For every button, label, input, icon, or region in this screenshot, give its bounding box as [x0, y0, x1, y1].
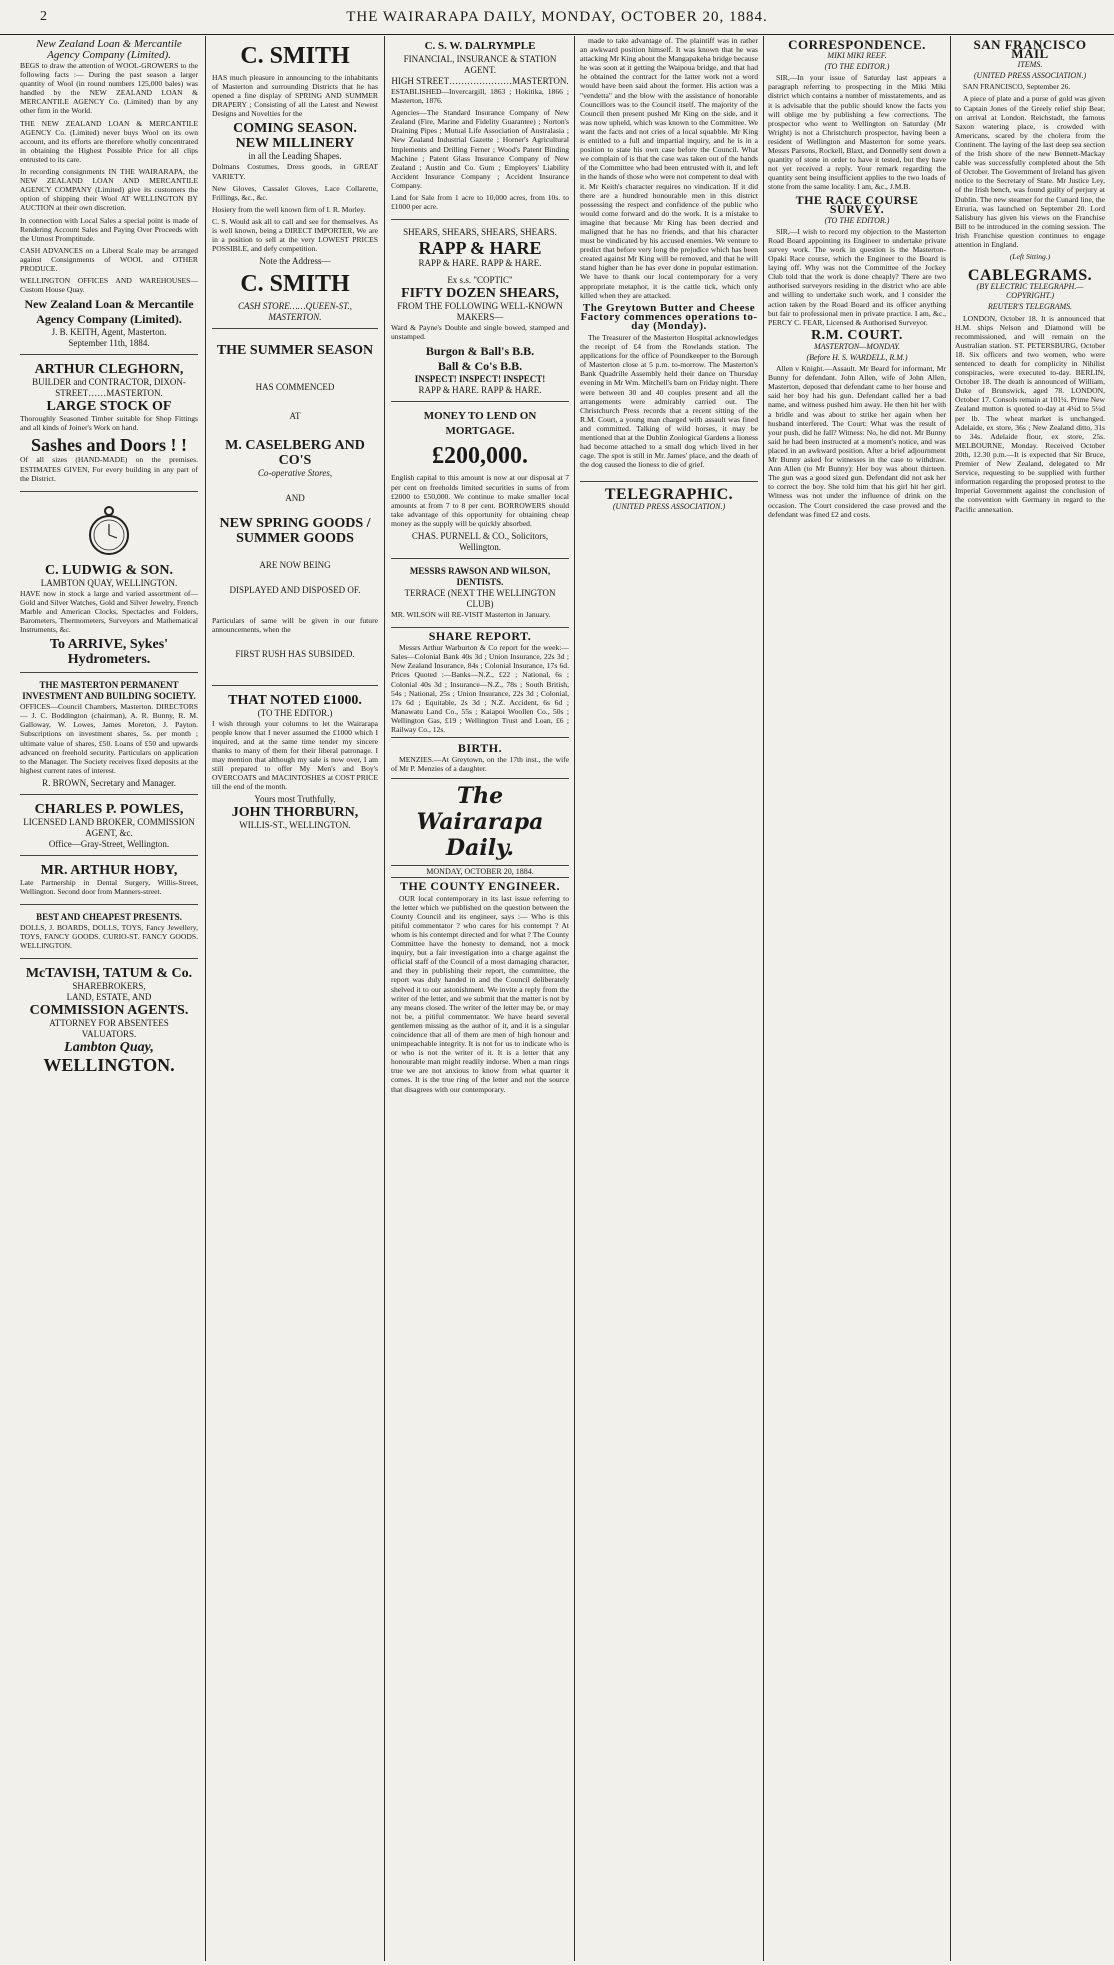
column-2 — [212, 36, 378, 1961]
ad-heading: COMING SEASON. — [233, 121, 357, 137]
ad-name: MR. ARTHUR HOBY, — [40, 862, 178, 878]
shears-ad — [391, 224, 569, 402]
article-paragraph: made to take advantage of. The plaintiff was in rather an awkward position himself. It was known that he was attacking Mr King about the Mangapakeha bridge because he was soon at it getting the Waipoua bridge, and that had he obtained the contract for the latter work not a word would have been said about the former. His action was a "vendetta" and the blow with the assistance of honorable Councillors was to the Council itself. The majority of the Council then present pushed Mr King on the side, and it was now upheld, which was known to the Committee. We want the facts and not cries of a local squabble. Mr King is entitled to a full and impartial inquiry, and he is in a position to state his own case before the Council. What we complain of is that the case was taken out of the hands of the Committee who had been entrusted with it, and left in the hands of those who were not competent to deal with it. Mr Keith's character requires no vindication. If it did there are a hundred honourable men in this district possessing the respect and confidence of the public who would come forward and do the work. It is a mistake to imagine that because Mr King has been decried and maligned that he has no friends, and that his character must be vindicated by his accused enemies. We venture to predict that before very long the prejudice which has been created against Mr King will be removed, and that he will stand higher than he has ever done in popular estimation. We have to thank our local contemporary for a very appropriate metaphor, it is the cattle tick, which only killed when they are attacked. — [580, 36, 758, 300]
column-rule — [950, 36, 951, 1961]
dalrymple-ad — [391, 36, 569, 220]
ad-paragraph: Thoroughly Seasoned Timber suitable for Shop Fittings and all kinds of Joiner's Work on hand. — [20, 414, 198, 433]
watch-illustration — [87, 503, 131, 559]
ad-place: WELLINGTON. — [43, 1055, 175, 1076]
ludwig-ad — [20, 496, 198, 673]
hoby-ad — [20, 860, 198, 905]
ad-paragraph: MR. WILSON will RE-VISIT Masterton in January. — [391, 609, 551, 619]
ad-signature: R. BROWN, Secretary and Manager. — [42, 777, 176, 788]
ad-paragraph: Dolmans Costumes, Dress goods, in GREAT VARIETY. — [212, 162, 378, 181]
ad-name: ARTHUR CLEGHORN, — [34, 362, 184, 378]
ad-paragraph: Late Partnership in Dental Surgery, Willis-Street, Wellington. Second door from Manners-street. — [20, 877, 198, 897]
ad-name: C. SMITH — [240, 271, 350, 298]
column-6 — [955, 36, 1105, 1961]
ad-paragraph: Agencies—The Standard Insurance Company of New Zealand (Fire, Marine and Fidelity Guarantee) ; Norton's Draining Pipes ; Mutual Life Association of Australasia ; New Zealand Industrial Gazette ; Horner's Agricultural Implements and Drilling Ferner ; Wood's Patent Binding Machine ; Patent Glass Insurance Company of New Zealand ; Austin and Co. Gum ; Employers' Liability Accident Insurance Company ; Accident Insurance Company. — [391, 108, 569, 190]
section-subheading: (Before H. S. WARDELL, R.M.) — [806, 353, 908, 362]
ad-brand: New Zealand Loan & Mercantile Agency Company (Limited). — [36, 38, 182, 61]
ad-paragraph: C. S. Would ask all to call and see for themselves. As is well known, being a DIRECT IMPORTER, We are in a position to sell at the very LOWEST PRICES POSSIBLE, and defy competition. — [212, 216, 378, 254]
ad-line: Burgon & Ball's B.B. — [425, 344, 535, 359]
ad-signature: CHAS. PURNELL & CO., Solicitors, Wellington. — [411, 530, 549, 552]
article-paragraph: Allen v Knight.—Assault. Mr Beard for informant, Mr Bunny for defendant. John Allen, wife of John Allen, Masterton, deposed that defendant came to her house and said her boy had his gun. Defendant called her a bad name, and witness pushed him away. He then hit her with a bridle and was about to strike her again when her husband interfered. The Court: What was the result of your push, did he fall? Witness: No, he did not. Mr Bunny said he had been instructed at a moment's notice, and was placed in an awkward position. After a brief adjournment Mr Bunny asked for witnesses in the case to withdraw. Ann Allen (to Mr Bunny): Her boy was about thirteen. The gun was a good sized gun. Defendant did not ask her to correct the boy. She told him that his girl hit her girl. Witness was not under the influence of drink on the occasion. The Court considered the case proved and the defendant was fined £2 and costs. — [768, 364, 946, 519]
ad-line: INSPECT! INSPECT! INSPECT! — [414, 374, 546, 385]
ad-paragraph: New Gloves, Cassalet Gloves, Lace Collarette, Frillings, &c., &c. — [212, 183, 378, 202]
ad-line: SHEARS, SHEARS, SHEARS, SHEARS. — [403, 227, 557, 238]
article-paragraph: LONDON, October 18. It is announced that H.M. ships Nelson and Diamond will be recommissioned, and will remain on the Australian station. ST. PETERSBURG, October 18. Six officers and two women, who were sentenced to death for complicity in Nihilist conspiracies, were executed to-day. BERLIN, October 18. The death is announced of William, Duke of Brunswick, aged 78. LONDON, October 17. Consols remain at 101¼. Prime New Zealand mutton is quoted to-day at 4¼d to 5¼d per lb. The wheat market is unchanged. Adelaide, ex store, 36s ; New Zealand ditto, 31s to 34s. Adelaide flour, ex store, 25s. MELBOURNE, Monday. Received October 20th, 12.30 p.m.—It is expected that Sir Bruce, Premier of New Zealand, delegated to Mr Service, requesting to be supplied with further information regarding the proposed protest to the Imperial Government against the conclusion of the convention with Germany in regard to the Pacific annexation. — [955, 313, 1105, 514]
ad-name: C. LUDWIG & SON. — [45, 562, 173, 578]
ad-signature: J. B. KEITH, Agent, Masterton. — [51, 327, 167, 338]
paper-nameplate: The Wairarapa Daily. — [416, 783, 544, 862]
ad-paragraph: Particulars of same will be given in our future announcements, when the — [212, 616, 378, 635]
ad-line: ARE NOW BEING — [259, 560, 331, 571]
ad-paragraph: In connection with Local Sales a special point is made of Rendering Account Sales and Paying Over Proceeds with the Utmost Promptitude. — [20, 215, 198, 243]
caselberg-ad — [212, 333, 378, 685]
section-subheading: (UNITED PRESS ASSOCIATION.) — [612, 501, 726, 511]
ad-paragraph: In recording consignments IN THE WAIRARAPA, the NEW ZEALAND LOAN AND MERCANTILE AGENCY COMPANY (Limited) give its customers the option of shipping their Wool AT WELLINGTON BY AUCTION at their own discretion. — [20, 167, 198, 213]
ad-office: Office—Gray-Street, Wellington. — [48, 838, 170, 849]
ad-paragraph: HAVE now in stock a large and varied assortment of— Gold and Silver Watches, Gold and Silver Jewelry, French Marble and American Clocks, Spectacles and Folders, Barometers, Thermometers, Surveyors and Mathematical Instruments, &c. — [20, 588, 198, 635]
ad-paragraph: Land for Sale from 1 acre to 10,000 acres, from 10s. to £1000 per acre. — [391, 193, 569, 212]
loan-agency-ad — [20, 36, 198, 355]
article-paragraph: Messrs Arthur Warburton & Co report for the week:—Sales—Colonial Bank 40s 3d ; Union Insurance, 22s 3d ; New Zealand Insurance, 84s ; Colonial Insurance, 17s 6d. Prices Quoted :—Banks—N.Z., £22 ; National, 6s ; Colonial 40s 3d ; Insurance—N.Z., 78s ; South British, 54s ; National, 25s ; Union Insurance, 22s 3d ; Colonial, 17s 6d ; Equitable, 2s 3d ; N.Z. Accident, 6s 6d ; Manawatu Land Co., 55s ; Kaiapoi Woollen Co., 50s ; Wellington Gas, £19 ; Wellington Trust and Loan, £6 ; Railway Co., 12s. — [391, 643, 569, 734]
ad-heading: THAT NOTED £1000. — [228, 692, 362, 708]
column-4 — [580, 36, 758, 1961]
section-subheading: (BY ELECTRIC TELEGRAPH.—COPYRIGHT.) — [976, 282, 1084, 301]
ad-line: Co-operative Stores, — [257, 468, 333, 479]
section-heading: R.M. COURT. — [811, 327, 903, 343]
ad-amount: £200,000. — [432, 443, 528, 470]
ad-role: SHAREBROKERS, — [72, 981, 146, 992]
ad-line: Ball & Co's B.B. — [437, 359, 523, 374]
ad-line: FROM THE FOLLOWING WELL-KNOWN MAKERS— — [397, 301, 563, 323]
ad-paragraph: DOLLS, J. BOARDS, DOLLS, TOYS, Fancy Jewellery, TOYS, FANCY GOODS. CURIO-ST. FANCY GOODS. WELLINGTON. — [20, 923, 198, 951]
column-rule — [574, 36, 575, 1961]
ad-paragraph: OFFICES—Council Chambers, Masterton. DIRECTORS— J. C. Boddington (chairman), A. R. Bunny, R. M. Galloway, W. Lowes, James Moreton, J. Payton. Subscriptions on investment shares, 5s. per month ; ultimate value of shares, £50. Loans of £50 and upwards advanced on freehold security. Particulars on application to the Manager. The Society receives fixed deposits at the highest current rates of interest. — [20, 702, 198, 775]
column-1 — [20, 36, 198, 1961]
section-heading: THE RACE COURSE SURVEY. — [795, 192, 919, 216]
ad-paragraph: English capital to this amount is now at our disposal at 7 per cent on freeholds limited securities in sums of from £2000 to £50,000. We continue to make smaller local amounts at from 7 to 8 per cent. BORROWERS should take advantage of this opportunity for obtaining cheap money as the supply will be quickly absorbed. — [391, 473, 569, 528]
ad-paragraph: Hosiery from the well known firm of I. R. Morley. — [212, 204, 366, 214]
ad-address: WILLIS-ST., WELLINGTON. — [239, 820, 351, 831]
ad-line: HAS COMMENCED — [255, 382, 335, 393]
ad-line: AND — [285, 493, 305, 504]
ad-paragraph: Of all sizes (HAND-MADE) on the premises. ESTIMATES GIVEN, For every building in any part of the District. — [20, 455, 198, 483]
ad-line: in all the Leading Shapes. — [248, 151, 342, 162]
section-subheading: (TO THE EDITOR.) — [824, 62, 890, 72]
section-heading: TELEGRAPHIC. — [604, 486, 734, 504]
section-heading: CORRESPONDENCE. — [788, 37, 926, 52]
telegraphic-section — [580, 481, 758, 510]
section-subheading: (UNITED PRESS ASSOCIATION.) — [973, 71, 1087, 81]
ad-firm: RAPP & HARE — [418, 238, 542, 259]
ad-place: Lambton Quay, — [64, 1040, 154, 1056]
section-subheading: (TO THE EDITOR.) — [824, 215, 890, 225]
ad-role: VALUATORS. — [81, 1029, 137, 1040]
ad-address: TERRACE (NEXT THE WELLINGTON CLUB) — [404, 587, 556, 609]
masthead-title: THE WAIRARAPA DAILY, MONDAY, OCTOBER 20, 1884. — [346, 9, 768, 25]
ad-name: JOHN THORBURN, — [231, 805, 359, 821]
ad-role: ATTORNEY FOR ABSENTEES — [49, 1018, 169, 1029]
ad-role: COMMISSION AGENTS. — [29, 1003, 189, 1019]
ad-date: September 11th, 1884. — [68, 338, 150, 349]
section-heading: BIRTH. — [457, 741, 503, 756]
dentists-ad — [391, 563, 569, 628]
ad-paragraph: Ward & Payne's Double and single bowed, stamped and unstamped. — [391, 323, 569, 342]
cleghorn-ad — [20, 359, 198, 491]
column-rule — [763, 36, 764, 1961]
ad-heading: NEW MILLINERY — [235, 136, 355, 152]
column-3 — [391, 36, 569, 1961]
ad-name: CHARLES P. POWLES, — [34, 801, 184, 817]
ad-paragraph: HAS much pleasure in announcing to the inhabitants of Masterton and surrounding Districts that he has opened a fine display of SPRING AND SUMMER DRAPERY ; Consisting of all the Latest and Newest Designs and Novelties for the — [212, 73, 378, 119]
ad-line: (TO THE EDITOR.) — [257, 707, 333, 718]
dateline: SAN FRANCISCO, September 26. — [963, 82, 1071, 92]
ad-address: CASH STORE……QUEEN-ST., MASTERTON. — [238, 301, 352, 323]
mctavish-ad — [20, 963, 198, 1080]
building-society-ad — [20, 677, 198, 795]
section-heading: The Greytown Butter and Cheese Factory commences operations to-day (Monday). — [580, 301, 758, 332]
share-report — [391, 629, 569, 734]
leader-heading: THE COUNTY ENGINEER. — [400, 879, 560, 894]
section-heading: SAN FRANCISCO MAIL — [973, 37, 1087, 62]
article-paragraph: The Treasurer of the Masterton Hospital acknowledges the receipt of £4 from the Rowlands station. The applications for the office of Poundkeeper to the Borough of Masterton close at 5 p.m. to-morrow. The Masterton's Bank Quadrille Assembly held their dance on Thursday evening in Mr Wm. Mitchell's barn on Friday night. There were between 30 and 40 couples present and all the arrangements were admirably carried out. The Christchurch Press records that a recent sitting of the R.M. Court, a young man charged with assault was fined and committed. Talking of wild horses, it may be mentioned that at the Dublin Zoological Gardens a lioness had become attached to a small dog which lived in her cage. The spot is still in Mr. James' place, and the death of the dog caused the lioness to die of grief. — [580, 333, 758, 470]
ad-paragraph: THE NEW ZEALAND LOAN & MERCANTILE AGENCY Co. (Limited) never buys Wool on its own account, and its efforts are therefore wholly concentrated in obtaining the Highest Possible Price for all clips entrusted to its care. — [20, 118, 198, 164]
ad-footer: WELLINGTON OFFICES AND WAREHOUSES— Custom House Quay. — [20, 276, 198, 295]
section-subheading: REUTER'S TELEGRAMS. — [987, 302, 1073, 312]
article-paragraph: SIR,—In your issue of Saturday last appears a paragraph referring to prospecting in the Miki Miki district which contains a number of misstatements, and as it is advisable that the public should know the facts you will oblige me by publishing a few corrections. The prospector who went to Wellington on Saturday (Mr Wright) is not a Christchurch prospector, having been a resident of Wellington and Masterton for some years. Messrs Parsons, Rockell, Blaxt, and Donnelly sent down a quantity of stone in order to have it tested, but they have not yet received a reply. Your remark regarding the quantity sent being insufficient applies to the two loads of stone from the same locality. I am, &c., J.M.B. — [768, 73, 946, 192]
money-ad — [391, 406, 569, 559]
ad-heading: To ARRIVE, Sykes' Hydrometers. — [49, 637, 169, 668]
ad-name: C. S. W. DALRYMPLE — [424, 40, 536, 52]
ad-heading: LARGE STOCK OF — [46, 399, 172, 415]
paper-date: MONDAY, OCTOBER 20, 1884. — [391, 865, 569, 878]
ad-paragraph: ESTABLISHED—Invercargill, 1863 ; Hokitika, 1866 ; Masterton, 1876. — [391, 87, 569, 106]
ad-heading: FIFTY DOZEN SHEARS, — [401, 286, 559, 302]
ad-heading: BEST AND CHEAPEST PRESENTS. — [36, 912, 182, 923]
ad-paragraph: BEGS to draw the attention of WOOL-GROWERS to the following facts :— During the past season a larger quantity of Wool (in round numbers 125,000 bales) was handled by the NEW ZEALAND LOAN & MERCANTILE AGENCY Co. (Limited) than by any other firm in the World. — [20, 61, 198, 116]
article-paragraph: A piece of plate and a purse of gold was given to Captain Jones of the Greely relief ship Bear, on arrival at London. Reichstadt, the famous Saxon watering place, is crowded with Americans, scared by the cholera from the Continent. The laying of the last deep sea section of the Irish shore of the new Bennett-Mackay cable was successfully completed about the 5th of October. The Government of Ireland has given notice to the Secretary of State. Mr Justice Ley, of the Irish bench, was found guilty of perjury at Dublin. The new steamer for the Cunard line, the Etruria, was launched on September 20. Lord Salisbury has given his views on the Franchise Bill to be introduced in the coming session. The Irish Franchise question continues to engage attention in England. — [955, 94, 1105, 249]
smith-ad — [212, 36, 378, 329]
ad-heading: THE MASTERTON PERMANENT INVESTMENT AND BUILDING SOCIETY. — [22, 680, 196, 702]
ad-name: C. SMITH — [240, 43, 350, 69]
ad-line: DISPLAYED AND DISPOSED OF. — [229, 585, 361, 596]
article-paragraph: SIR,—I wish to record my objection to the Masterton Road Board appointing its Engineer to undertake private survey work. The work in question is the Masterton-Opaki Race course, which the Engineer to the Board is laying off. Why was not the Committee of the Jockey Club told that the work is done cheaply? There are two authorised surveyors residing in the district who are able and willing to undertake such work, and I consider the action taken by the Road Board and its officer anything but fair to professional men in private practice. I am, &c., PERCY C. FEAR, Licensed & Authorised Surveyor. — [768, 226, 946, 327]
masthead — [0, 0, 1114, 35]
columns — [0, 36, 1114, 1965]
ad-line: RAPP & HARE. RAPP & HARE. — [418, 258, 542, 269]
powles-ad — [20, 799, 198, 856]
section-subheading: ITEMS. — [1017, 60, 1043, 70]
ad-heading: NEW SPRING GOODS / SUMMER GOODS — [219, 516, 371, 547]
ad-paragraph: CASH ADVANCES on a Liberal Scale may be arranged against Consignments of WOOL and OTHER PRODUCE. — [20, 245, 198, 273]
ad-paragraph: I wish through your columns to let the Wairarapa people know that I never assumed the £1000 which I inquired, and at the same time tender my sincere thanks to many of them for their liberal patronage. I may mention that although my sale is now over, I am still prepared to offer My Men's and Boy's OVERCOATS and MACINTOSHES at COST PRICE till the end of the month. — [212, 718, 378, 792]
ad-line: RAPP & HARE. RAPP & HARE. — [418, 385, 542, 396]
ad-role: FINANCIAL, INSURANCE & STATION AGENT. — [403, 54, 557, 75]
presents-ad — [20, 909, 198, 959]
ad-firm: M. CASELBERG AND CO'S — [225, 438, 365, 469]
ad-line: AT — [289, 411, 301, 422]
ad-place: LAMBTON QUAY, WELLINGTON. — [40, 577, 178, 588]
ad-heading: MONEY TO LEND ON MORTGAGE. — [423, 410, 537, 438]
ad-heading: Sashes and Doors ! ! — [30, 435, 188, 456]
sign-off: (Left Sitting.) — [1009, 252, 1051, 262]
page-number: 2 — [40, 9, 48, 24]
column-rule — [205, 36, 206, 1961]
ad-heading: THE SUMMER SEASON — [216, 343, 374, 359]
column-rule — [384, 36, 385, 1961]
ad-line: FIRST RUSH HAS SUBSIDED. — [235, 648, 355, 659]
section-subheading: MASTERTON—MONDAY. — [813, 341, 901, 351]
ad-line: Yours most Truthfully, — [254, 794, 336, 805]
ad-role: LICENSED LAND BROKER, COMMISSION AGENT, &c. — [23, 816, 195, 838]
ad-address: HIGH STREET…………………MASTERTON. — [391, 76, 569, 86]
ad-line: Note the Address— — [259, 256, 331, 267]
ad-line: Ex s.s. "COPTIC" — [447, 275, 513, 286]
ad-role: BUILDER and CONTRACTOR, DIXON-STREET……MASTERTON. — [32, 377, 186, 399]
article-paragraph: MENZIES.—At Greytown, on the 17th inst., the wife of Mr P. Menzies of a daughter. — [391, 755, 569, 774]
ad-brand-repeat: New Zealand Loan & Mercantile Agency Company (Limited). — [24, 297, 194, 327]
column-5 — [768, 36, 946, 1961]
birth-notice — [391, 737, 569, 779]
ad-role: LAND, ESTATE, AND — [66, 992, 152, 1003]
article-paragraph: OUR local contemporary in its last issue referring to the letter which we published on the question between the County Council and its engineer, says :— Who is this pitiful commentator ? who cares for his contempt ? At whom is his contempt directed and for what ? The County Committee have the honesty to demand, not a mock inquiry, but a fair investigation into a charge against the official staff of the Council of a most damaging character, and they in publishing their report, the committee, the report was duly handed in and the Council deliberately shelved it to our astonishment. We invite a reply from the writer of the letter, and we submit that the matter is not by any means closed. The writer of the letter may be, or may not be, a pitiful commentator. We have heard several gentlemen missing as the author of it, and it is a singular coincidence that all of them are men of high honour and unimpeachable integrity. It is not for us to indicate who is or who is not the writer of it. It is a letter that any honourable man might readily indorse. When a man rings true we are not anxious to know from what quarter it comes. It is the true ring of the letter and not the source that disagrees with our contemporary. — [391, 893, 569, 1094]
section-heading: SHARE REPORT. — [428, 629, 532, 644]
thorburn-ad — [212, 690, 378, 837]
ad-name: MESSRS RAWSON AND WILSON, DENTISTS. — [409, 565, 551, 587]
section-subheading: MIKI MIKI REEF. — [827, 51, 887, 61]
ad-name: McTAVISH, TATUM & Co. — [25, 966, 193, 982]
section-heading: CABLEGRAMS. — [967, 267, 1093, 285]
